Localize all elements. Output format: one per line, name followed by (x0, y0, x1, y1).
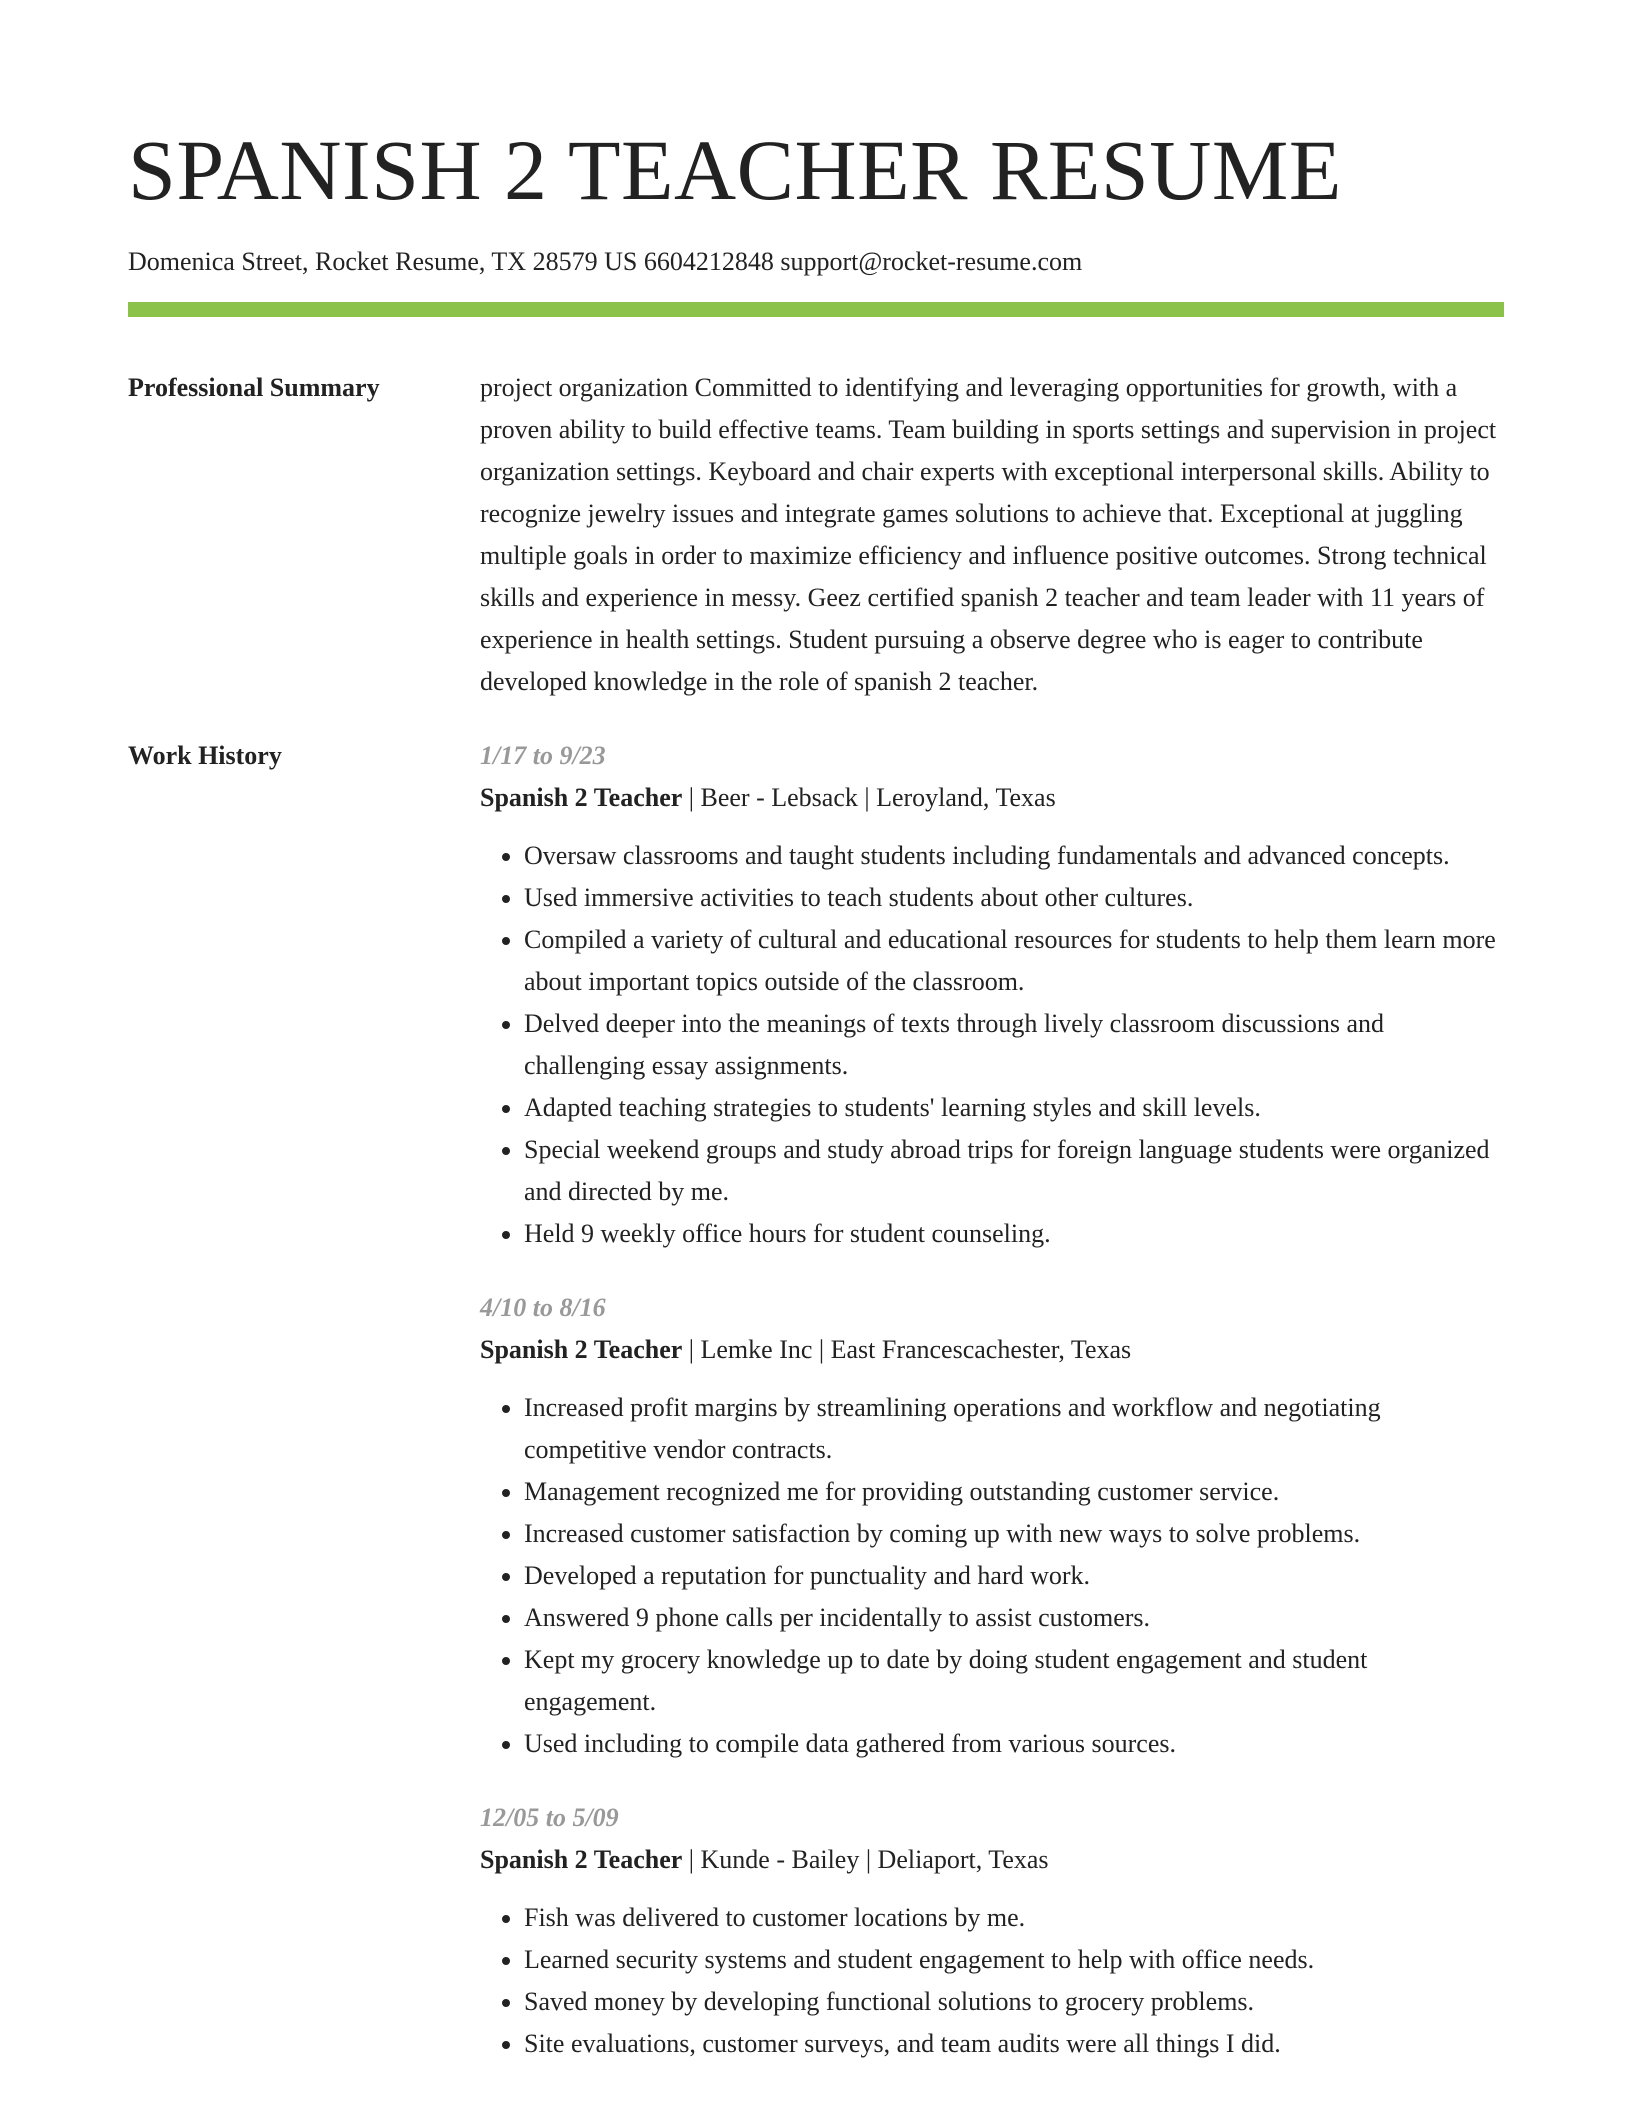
professional-summary-section (128, 367, 1504, 703)
job-responsibilities (480, 1897, 1504, 2065)
job-heading (480, 777, 1504, 819)
job-entry (480, 735, 1504, 1255)
list-item: • Fish was delivered to customer locations by me. (524, 1897, 1504, 1939)
job-entry (480, 1287, 1504, 1765)
job-employer-location: | Beer - Lebsack | Leroyland, Texas (682, 783, 1056, 812)
job-dates: 1/17 to 9/23 (480, 741, 606, 770)
job-list (480, 735, 1504, 2097)
job-title: Spanish 2 Teacher (480, 1335, 683, 1364)
job-dates: 12/05 to 5/09 (480, 1803, 619, 1832)
resume-title: SPANISH 2 TEACHER RESUME (128, 122, 1342, 218)
work-history-section (128, 735, 1504, 2097)
list-item: • Special weekend groups and study abroad trips for foreign language students were organized and directed by me. (524, 1129, 1504, 1213)
summary-text: project organization Committed to identifying and leveraging opportunities for growth, with a proven ability to build effective teams. Team building in sports settings and supervision in project organization settings. Keyboard and chair experts with exceptional interpersonal skills. Ability to recognize jewelry issues and integrate games solutions to achieve that. Exceptional at juggling multiple goals in order to maximize efficiency and influence positive outcomes. Strong technical skills and experience in messy. Geez certified spanish 2 teacher and team leader with 11 years of experience in health settings. Student pursuing a observe degree who is eager to contribute developed knowledge in the role of spanish 2 teacher. (480, 373, 1497, 696)
resume-page (128, 0, 1504, 2097)
list-item: • Delved deeper into the meanings of texts through lively classroom discussions and challenging essay assignments. (524, 1003, 1504, 1087)
list-item: • Compiled a variety of cultural and educational resources for students to help them learn more about important topics outside of the classroom. (524, 919, 1504, 1003)
job-responsibilities (480, 1387, 1504, 1765)
section-label-summary: Professional Summary (128, 373, 380, 402)
list-item: • Learned security systems and student engagement to help with office needs. (524, 1939, 1504, 1981)
job-title: Spanish 2 Teacher (480, 1845, 683, 1874)
list-item: • Increased profit margins by streamlining operations and workflow and negotiating competitive vendor contracts. (524, 1387, 1504, 1471)
job-entry (480, 1797, 1504, 2065)
list-item: • Kept my grocery knowledge up to date by doing student engagement and student engagement. (524, 1639, 1504, 1723)
job-employer-location: | Lemke Inc | East Francescachester, Texas (682, 1335, 1132, 1364)
list-item: • Oversaw classrooms and taught students including fundamentals and advanced concepts. (524, 835, 1504, 877)
list-item: • Used immersive activities to teach students about other cultures. (524, 877, 1504, 919)
list-item: • Saved money by developing functional solutions to grocery problems. (524, 1981, 1504, 2023)
list-item: • Answered 9 phone calls per incidentally to assist customers. (524, 1597, 1504, 1639)
list-item: • Increased customer satisfaction by coming up with new ways to solve problems. (524, 1513, 1504, 1555)
job-heading (480, 1329, 1504, 1371)
list-item: • Used including to compile data gathered from various sources. (524, 1723, 1504, 1765)
accent-divider (128, 302, 1504, 317)
job-title: Spanish 2 Teacher (480, 783, 683, 812)
section-label-work-history: Work History (128, 741, 282, 770)
job-employer-location: | Kunde - Bailey | Deliaport, Texas (682, 1845, 1049, 1874)
job-responsibilities (480, 835, 1504, 1255)
list-item: • Developed a reputation for punctuality and hard work. (524, 1555, 1504, 1597)
job-dates: 4/10 to 8/16 (480, 1293, 606, 1322)
contact-line: Domenica Street, Rocket Resume, TX 28579 US 6604212848 support@rocket-resume.com (128, 247, 1083, 276)
list-item: • Management recognized me for providing outstanding customer service. (524, 1471, 1504, 1513)
job-heading (480, 1839, 1504, 1881)
list-item: • Site evaluations, customer surveys, and team audits were all things I did. (524, 2023, 1504, 2065)
list-item: • Adapted teaching strategies to students' learning styles and skill levels. (524, 1087, 1504, 1129)
list-item: • Held 9 weekly office hours for student counseling. (524, 1213, 1504, 1255)
